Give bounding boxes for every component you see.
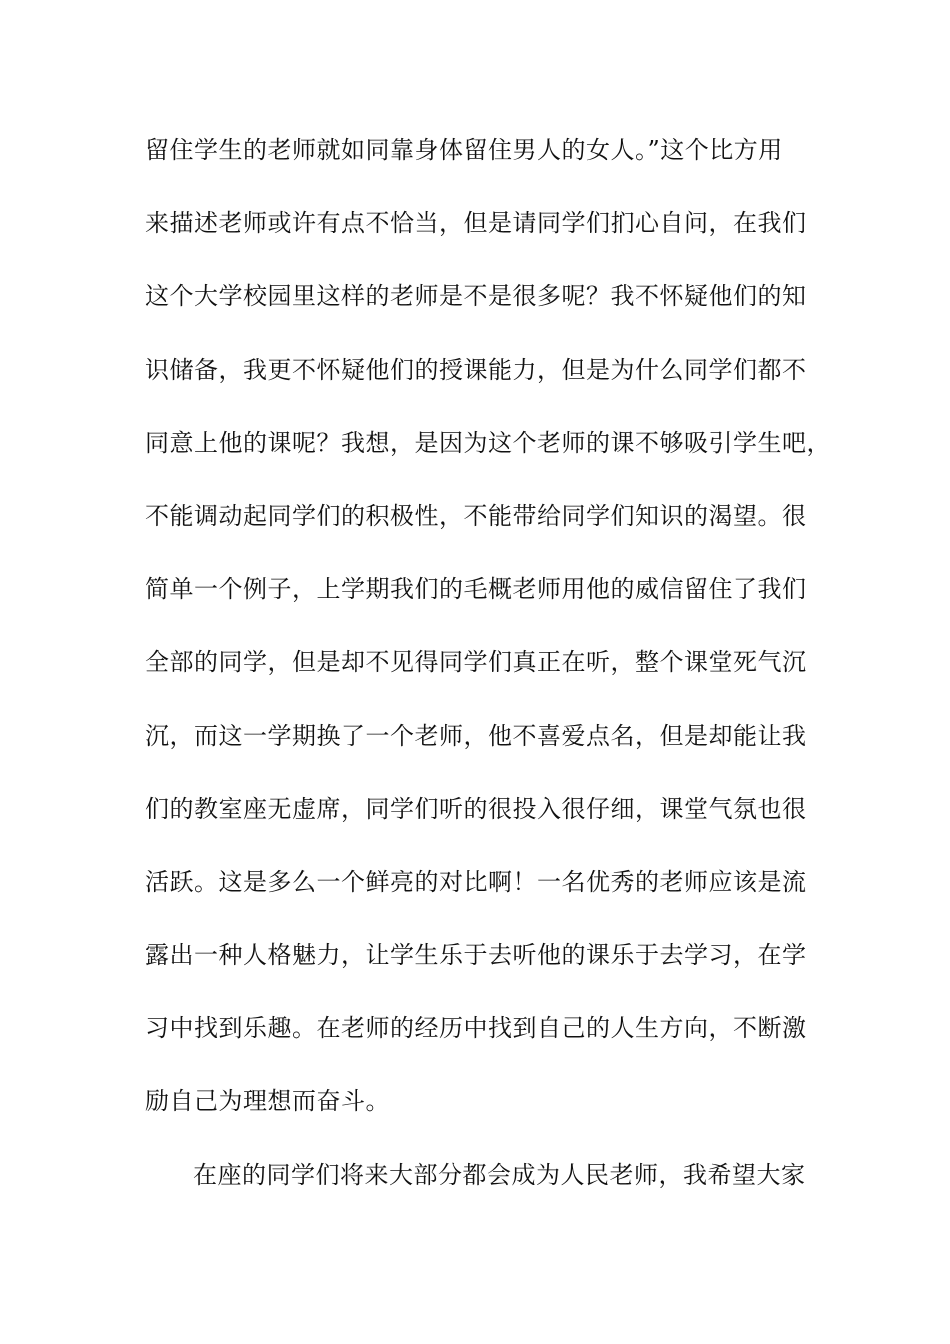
paragraph-1-line-9: 沉，而这一学期换了一个老师，他不喜爱点名，但是却能让我 bbox=[145, 721, 807, 750]
paragraph-1-line-13: 习中找到乐趣。在老师的经历中找到自己的人生方向，不断激 bbox=[145, 1014, 807, 1043]
paragraph-1-line-7: 简单一个例子，上学期我们的毛概老师用他的威信留住了我们 bbox=[145, 575, 807, 604]
document-body bbox=[145, 135, 831, 1233]
paragraph-1-line-10: 们的教室座无虚席，同学们听的很投入很仔细，课堂气氛也很 bbox=[145, 794, 807, 823]
paragraph-1-line-8: 全部的同学，但是却不见得同学们真正在听，整个课堂死气沉 bbox=[145, 648, 807, 677]
paragraph-1-line-12: 露出一种人格魅力，让学生乐于去听他的课乐于去学习，在学 bbox=[145, 941, 807, 970]
paragraph-1-line-1: 留住学生的老师就如同靠身体留住男人的女人。”这个比方用 bbox=[145, 136, 783, 164]
paragraph-1-line-5: 同意上他的课呢？我想，是因为这个老师的课不够吸引学生吧， bbox=[145, 428, 831, 457]
paragraph-1-line-6: 不能调动起同学们的积极性，不能带给同学们知识的渴望。很 bbox=[145, 501, 807, 530]
paragraph-1-line-2: 来描述老师或许有点不恰当，但是请同学们扪心自问，在我们 bbox=[145, 209, 807, 238]
paragraph-1-line-3: 这个大学校园里这样的老师是不是很多呢？我不怀疑他们的知 bbox=[145, 282, 807, 311]
paragraph-1-line-4: 识储备，我更不怀疑他们的授课能力，但是为什么同学们都不 bbox=[145, 355, 807, 384]
paragraph-1-line-11: 活跃。这是多么一个鲜亮的对比啊！一名优秀的老师应该是流 bbox=[145, 867, 807, 896]
paragraph-1-line-14: 励自己为理想而奋斗。 bbox=[145, 1087, 390, 1116]
paragraph-2-line-1: 在座的同学们将来大部分都会成为人民老师，我希望大家 bbox=[193, 1160, 806, 1189]
